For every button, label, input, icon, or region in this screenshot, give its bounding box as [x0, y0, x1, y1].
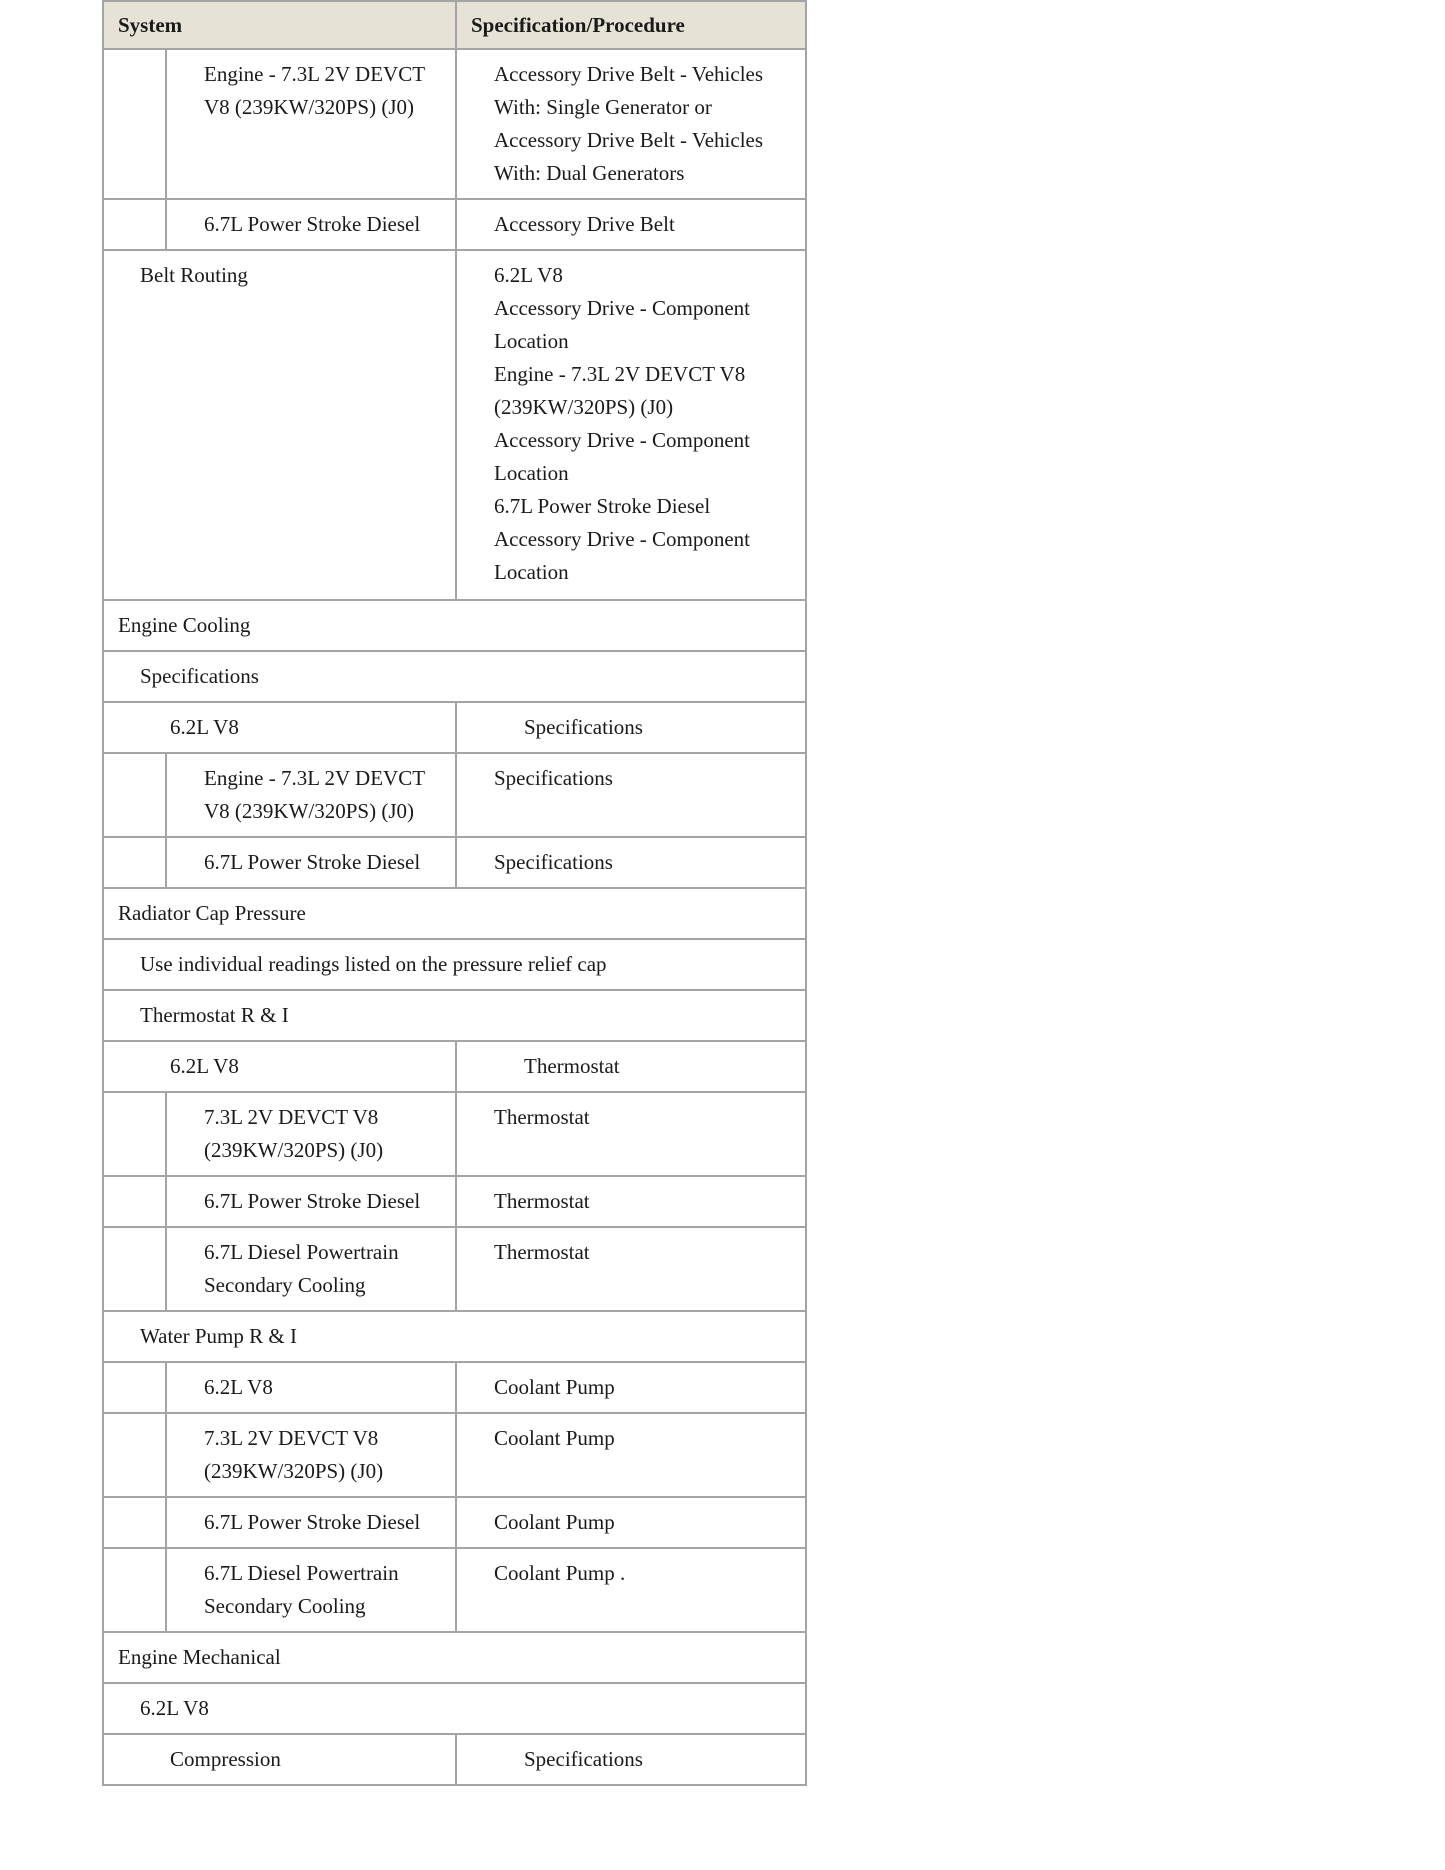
subsection-heading: 6.2L V8 — [103, 1683, 806, 1734]
indent-cell — [103, 753, 166, 837]
section-row — [103, 939, 806, 990]
indent-cell — [103, 1413, 166, 1497]
table-row — [103, 1176, 806, 1227]
procedure-link[interactable]: Specifications — [456, 1734, 806, 1785]
header-system: System — [103, 1, 456, 49]
system-cell: 6.7L Power Stroke Diesel — [166, 1176, 456, 1227]
indent-cell — [103, 837, 166, 888]
procedure-link[interactable]: Accessory Drive - Component Location — [494, 527, 751, 584]
table-row — [103, 1041, 806, 1092]
procedure-link[interactable]: Coolant Pump . — [456, 1548, 806, 1632]
table-row — [103, 1497, 806, 1548]
table-row — [103, 1362, 806, 1413]
table-row — [103, 199, 806, 250]
belt-routing-cell — [456, 250, 806, 600]
header-specification: Specification/Procedure — [456, 1, 806, 49]
procedure-link[interactable]: Accessory Drive - Component Location — [494, 296, 751, 353]
table-row — [103, 1413, 806, 1497]
table-header-row — [103, 1, 806, 49]
procedure-link[interactable]: Accessory Drive Belt — [456, 199, 806, 250]
section-heading: Engine Mechanical — [103, 1632, 806, 1683]
engine-label: 6.2L V8 — [494, 263, 563, 287]
system-cell: 6.2L V8 — [166, 1362, 456, 1413]
section-row — [103, 888, 806, 939]
system-cell: Belt Routing — [103, 250, 456, 600]
section-row — [103, 1683, 806, 1734]
procedure-link[interactable]: Accessory Drive Belt - Vehicles With: Single Generator or Accessory Drive Belt - Vehicles With: Dual Generators — [456, 49, 806, 199]
procedure-link[interactable]: Thermostat — [456, 1041, 806, 1092]
table-row — [103, 702, 806, 753]
procedure-link[interactable]: Thermostat — [456, 1092, 806, 1176]
section-heading: Engine Cooling — [103, 600, 806, 651]
table-row — [103, 49, 806, 199]
system-cell: Compression — [103, 1734, 456, 1785]
specification-table — [102, 0, 807, 1786]
indent-cell — [103, 49, 166, 199]
procedure-link[interactable]: Coolant Pump — [456, 1497, 806, 1548]
section-row — [103, 1311, 806, 1362]
indent-cell — [103, 1548, 166, 1632]
subsection-heading: Thermostat R & I — [103, 990, 806, 1041]
table-row — [103, 1548, 806, 1632]
indent-cell — [103, 1362, 166, 1413]
subsection-heading: Water Pump R & I — [103, 1311, 806, 1362]
table-row — [103, 250, 806, 600]
indent-cell — [103, 199, 166, 250]
section-row — [103, 651, 806, 702]
table-row — [103, 1734, 806, 1785]
system-cell: 6.7L Diesel Powertrain Secondary Cooling — [166, 1227, 456, 1311]
engine-label: 6.7L Power Stroke Diesel — [494, 494, 711, 518]
procedure-link[interactable]: Coolant Pump — [456, 1362, 806, 1413]
system-cell: 6.7L Power Stroke Diesel — [166, 837, 456, 888]
indent-cell — [103, 1227, 166, 1311]
procedure-link[interactable]: Specifications — [456, 837, 806, 888]
indent-cell — [103, 1497, 166, 1548]
indent-cell — [103, 1176, 166, 1227]
section-row — [103, 1632, 806, 1683]
system-cell: 6.7L Power Stroke Diesel — [166, 1497, 456, 1548]
table-row — [103, 837, 806, 888]
procedure-link[interactable]: Thermostat — [456, 1176, 806, 1227]
procedure-link[interactable]: Specifications — [456, 753, 806, 837]
system-cell: 7.3L 2V DEVCT V8 (239KW/320PS) (J0) — [166, 1092, 456, 1176]
note-text: Use individual readings listed on the pressure relief cap — [103, 939, 806, 990]
system-cell: Engine - 7.3L 2V DEVCT V8 (239KW/320PS) (J0) — [166, 49, 456, 199]
indent-cell — [103, 1092, 166, 1176]
procedure-link[interactable]: Coolant Pump — [456, 1413, 806, 1497]
subsection-heading: Specifications — [103, 651, 806, 702]
procedure-link[interactable]: Accessory Drive - Component Location — [494, 428, 751, 485]
system-cell: 6.2L V8 — [103, 1041, 456, 1092]
system-cell: Engine - 7.3L 2V DEVCT V8 (239KW/320PS) (J0) — [166, 753, 456, 837]
system-cell: 7.3L 2V DEVCT V8 (239KW/320PS) (J0) — [166, 1413, 456, 1497]
table-row — [103, 1092, 806, 1176]
table-row — [103, 753, 806, 837]
procedure-link[interactable]: Specifications — [456, 702, 806, 753]
section-row — [103, 600, 806, 651]
table-row — [103, 1227, 806, 1311]
system-cell: 6.7L Diesel Powertrain Secondary Cooling — [166, 1548, 456, 1632]
engine-label: Engine - 7.3L 2V DEVCT V8 (239KW/320PS) (J0) — [494, 362, 746, 419]
section-row — [103, 990, 806, 1041]
system-cell: 6.7L Power Stroke Diesel — [166, 199, 456, 250]
section-heading: Radiator Cap Pressure — [103, 888, 806, 939]
procedure-link[interactable]: Thermostat — [456, 1227, 806, 1311]
system-cell: 6.2L V8 — [103, 702, 456, 753]
